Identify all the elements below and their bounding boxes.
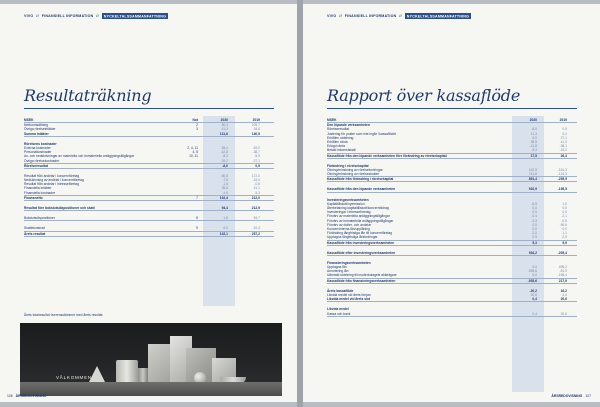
row-value-2019: -24,4 — [252, 178, 260, 183]
page-number: 107 — [585, 394, 591, 398]
row-note: 3 — [196, 127, 198, 132]
row-value-2020: 94,4 — [221, 206, 228, 210]
row-value-2020: 102,1 — [219, 231, 228, 236]
row-value-2019: 212,0 — [251, 195, 260, 200]
row-label: Den löpande verksamheten — [327, 123, 370, 128]
column-header-2020: 2020 — [220, 118, 228, 122]
row-value-2020: -1,6 — [222, 182, 228, 187]
row-value-2019: 20,6 — [560, 297, 567, 302]
row-value-2019: -81,9 — [559, 269, 567, 274]
row-value-2019: -124,3 — [557, 172, 567, 177]
row-label: Resultat från andelar i intresseföretag — [24, 182, 79, 187]
row-value-2019: 0,0 — [562, 226, 567, 231]
row-value-2019: -38,1 — [559, 144, 567, 149]
column-header-2019: 2019 — [252, 118, 260, 122]
header-section: FINANSIELL INFORMATION — [41, 14, 94, 18]
right-page — [303, 4, 600, 402]
row-label: Finansiella intäkter — [24, 186, 52, 191]
left-page — [0, 4, 297, 402]
row-value-2020: -3,3 — [531, 218, 537, 223]
row-note: 4, 5 — [192, 150, 198, 155]
row-label: Kassa och bank — [327, 311, 351, 316]
row-value-2020: 142,9 — [528, 167, 537, 172]
row-value-2020: 910,9 — [528, 187, 537, 192]
row-value-2020: -4,5 — [222, 190, 228, 195]
row-label: Ökning/minskning av rörelsefordringar — [327, 167, 383, 172]
row-value-2020: 0,0 — [532, 135, 537, 140]
row-value-2020: 35,5 — [530, 139, 537, 144]
row-label: Kassaflöde från den löpande verksamheten — [327, 187, 396, 192]
row-label: Kassaflöde efter investeringsverksamheten — [327, 250, 396, 255]
row-value-2020: 891,4 — [528, 177, 537, 182]
row-value-2020: -29,2 — [220, 158, 228, 163]
row-label: Nedskrivning av andelar i koncernföretag — [24, 178, 84, 183]
row-value-2019: 16,2 — [560, 288, 567, 293]
row-value-2020: 131,6 — [219, 131, 228, 136]
row-value-2019: -259,9 — [557, 177, 567, 182]
row-label: Kassaflöde från den löpande verksamheten före förändring av rörelsekapital — [327, 153, 447, 158]
row-value-2019: 0,0 — [562, 206, 567, 210]
row-value-2019: -90,6 — [559, 222, 567, 227]
row-label: Externa kostnader — [24, 145, 51, 150]
photo-brand-text: VÅLKOMMEN — [56, 375, 92, 380]
row-value-2019: 0,9 — [562, 127, 567, 132]
row-note: 2 — [196, 123, 198, 128]
row-label: Ökning/minskning av rörelseskulder — [327, 172, 380, 177]
row-value-2019: -27,1 — [252, 158, 260, 163]
row-label: Kassaflöde från investeringsverksamheten — [327, 240, 395, 245]
row-label: Förvärv av immateriella anläggningstillgångar — [327, 218, 394, 223]
row-label: Kassaflöde från förändring i rörelsekapital — [327, 177, 394, 182]
photo-shelf — [20, 382, 282, 396]
row-label: Årets kassaflöde — [327, 288, 354, 293]
footer-section: ÅRSREDOVISNING — [15, 394, 47, 398]
page-header — [24, 14, 297, 21]
header-brand: VIVO — [327, 14, 337, 18]
row-value-2020: -8,2 — [222, 154, 228, 159]
row-label: Nettoomsättning — [24, 123, 49, 128]
table-row — [327, 312, 577, 317]
title-rule — [24, 108, 274, 109]
row-label: Upptagna långfristiga lånfordringar — [327, 235, 378, 240]
row-label: Rörelsens kostnader — [24, 141, 57, 146]
row-label: Bokslutsdispositioner — [24, 216, 55, 221]
row-value-2020: 0,0 — [532, 265, 537, 270]
row-value-2020: 0,0 — [532, 206, 537, 210]
row-value-2019: 41,3 — [560, 139, 567, 144]
row-value-2019: -195,5 — [557, 187, 567, 192]
row-value-2020: 0,4 — [532, 297, 537, 302]
header-separator: // — [339, 14, 342, 18]
row-value-2020: -35,4 — [220, 145, 228, 150]
row-value-2020: -42,8 — [220, 150, 228, 155]
row-value-2019: 257,2 — [251, 231, 260, 236]
row-label: Förändring i rörelsekapital — [327, 163, 369, 168]
row-value-2019: -0,5 — [561, 218, 567, 223]
row-value-2019: -2,1 — [561, 214, 567, 219]
row-value-2019: -49,0 — [252, 145, 260, 150]
row-value-2019: 212,9 — [251, 206, 260, 210]
row-value-2020: -2,0 — [531, 231, 537, 236]
row-value-2020: -8,0 — [531, 127, 537, 132]
row-label: Upptagna lån — [327, 265, 347, 270]
row-label: Likvida medel — [327, 307, 349, 312]
header-highlight: NYCKELTALSSAMMANFATTNING — [406, 14, 470, 18]
row-value-2019: 26,4 — [560, 153, 567, 158]
title-rule — [327, 108, 577, 109]
row-label: Resultat från andelar i koncernföretag — [24, 173, 80, 178]
row-label: Personalkostnader — [24, 150, 52, 155]
row-value-2020: -0,4 — [531, 214, 537, 219]
page-header — [327, 14, 600, 21]
header-brand: VIVO — [24, 14, 34, 18]
row-value-2019: 495,2 — [558, 265, 567, 270]
row-label: Amortering lån — [327, 269, 349, 274]
row-value-2020: -8,5 — [531, 201, 537, 206]
column-header-note: Not — [192, 118, 198, 122]
row-label: Kapitaltillskott/nyemission — [327, 201, 365, 206]
row-label: Finansiella kostnader — [24, 190, 56, 195]
row-note: 7 — [196, 195, 198, 200]
row-value-2020: 80,5 — [221, 173, 228, 178]
row-value-2020: 0,0 — [532, 226, 537, 231]
row-value-2019: -161,3 — [557, 167, 567, 172]
row-value-2019: -1,1 — [561, 231, 567, 236]
row-note: 10, 11 — [189, 154, 198, 159]
row-value-2019: -10,4 — [252, 226, 260, 231]
row-label: Utbetald utdelning till moderbolagets aktieägare — [327, 273, 397, 278]
row-value-2019: -2,9 — [561, 235, 567, 240]
row-label: Justering för poster som inte ingår i kassaflödet — [327, 131, 397, 136]
row-label: Likvida medel vid årets slut — [327, 297, 371, 302]
column-header-2019: 2019 — [559, 118, 567, 122]
row-label: Finansieringsverksamheten — [327, 260, 371, 265]
row-label: Erhållen ränta — [327, 139, 348, 144]
row-value-2020: 0,0 — [532, 222, 537, 227]
row-value-2019: -38,7 — [252, 150, 260, 155]
row-value-2020: 0,9 — [532, 235, 537, 240]
row-value-2019: -15,0 — [559, 148, 567, 153]
page-number: 106 — [7, 394, 13, 398]
header-section: FINANSIELL INFORMATION — [344, 14, 397, 18]
row-value-2020: 90,3 — [221, 123, 228, 128]
row-value-2020: 0,0 — [532, 210, 537, 215]
income-statement-table — [24, 118, 274, 237]
column-header-label: MSEK — [24, 118, 34, 122]
row-value-2019: 4,4 — [562, 293, 567, 297]
row-label: Resultat före bokslutsdispositioner och skatt — [24, 206, 95, 210]
page-footer — [4, 394, 47, 398]
row-value-2020: 17,5 — [530, 153, 537, 158]
header-highlight: NYCKELTALSSAMMANFATTNING — [103, 14, 167, 18]
photo-cylinder-shape — [116, 360, 138, 384]
footer-section: ÅRSREDOVISNING — [551, 394, 583, 398]
row-value-2019: 0,0 — [562, 210, 567, 215]
row-value-2020: 0,4 — [532, 311, 537, 316]
row-value-2019: 54,7 — [253, 216, 260, 221]
row-value-2019: 27,1 — [560, 135, 567, 140]
row-value-2019: -205,4 — [557, 250, 567, 255]
row-label: Erlagd ränta — [327, 144, 345, 149]
row-value-2020: -20,2 — [529, 288, 537, 293]
row-value-2020: -7,8 — [222, 178, 228, 183]
row-value-2019: -5,9 — [254, 154, 260, 159]
row-label: Övriga rörelsekostnader — [24, 158, 60, 163]
page-title: Resultaträkning — [24, 86, 152, 105]
row-value-2020: -935,6 — [527, 278, 537, 283]
row-value-2020: 0,0 — [532, 273, 537, 278]
row-label: Skattekostnad — [24, 226, 45, 231]
row-value-2020: 35,8 — [221, 186, 228, 191]
row-value-2019: 105,7 — [251, 123, 260, 128]
row-label: Övriga rörelseintäkter — [24, 127, 56, 132]
row-value-2019: -196,4 — [557, 273, 567, 278]
row-value-2019: -0,6 — [254, 182, 260, 187]
row-value-2019: 140,5 — [251, 131, 260, 136]
row-value-2019: 1,0 — [562, 201, 567, 206]
row-value-2019: 41,1 — [253, 186, 260, 191]
page-footer — [551, 394, 594, 398]
row-value-2020: 5,3 — [532, 240, 537, 245]
row-value-2019: 9,9 — [562, 240, 567, 245]
row-value-2020: -11,8 — [529, 144, 537, 149]
row-value-2019: 20,6 — [560, 311, 567, 316]
row-value-2020: -935,6 — [527, 269, 537, 274]
row-label: Koncerninterna lån/upplåning — [327, 226, 370, 231]
row-label: Återbetalning kapitaltillskott/koncernbidrag — [327, 206, 389, 210]
footnote: Årets totalresultat överensstämmer med årets resultat. — [24, 313, 104, 317]
row-value-2019: 172,0 — [251, 173, 260, 178]
column-header-label: MSEK — [327, 118, 337, 122]
row-label: Kassaflöde från finansieringsverksamheten — [327, 278, 396, 283]
row-value-2020: 6,0 — [223, 226, 228, 231]
column-header-2020: 2020 — [529, 118, 537, 122]
table-row — [24, 232, 274, 237]
row-value-2019: 0,9 — [255, 163, 260, 168]
row-label: Erhållen utdelning — [327, 135, 354, 140]
row-label: Rörelseresultat — [24, 163, 49, 168]
row-value-2020: -8,0 — [222, 163, 228, 168]
row-label: Av- och nedskrivningar av materiella och immateriella anläggningstillgångar — [24, 154, 135, 159]
row-label: Förvärv av materiella anläggningstillgångar — [327, 214, 390, 219]
row-note: 9 — [196, 226, 198, 231]
row-value-2020: 102,4 — [219, 195, 228, 200]
row-label: Förvärv av dotter- och andelar — [327, 222, 372, 227]
row-value-2019: 217,9 — [558, 278, 567, 283]
row-note: 2, 4, 11 — [187, 145, 198, 150]
row-value-2020: 741,6 — [528, 172, 537, 177]
row-value-2020: 41,3 — [221, 127, 228, 132]
row-label: Investeringar i intresseföretag — [327, 210, 371, 215]
row-label: Rörelseresultat — [327, 127, 350, 132]
row-value-2020: 11,3 — [530, 131, 537, 136]
header-separator: // — [96, 14, 99, 18]
header-separator: // — [36, 14, 39, 18]
row-value-2020: 1,8 — [223, 216, 228, 221]
header-separator: // — [399, 14, 402, 18]
page-title: Rapport över kassaflöde — [327, 86, 521, 105]
row-label: Investeringsverksamheten — [327, 197, 369, 202]
row-value-2019: 34,8 — [253, 127, 260, 132]
row-label: Summa intäkter — [24, 131, 49, 136]
row-label: Förändring långfristiga lån till koncernföretag — [327, 231, 393, 236]
row-value-2019: -5,3 — [254, 190, 260, 195]
row-value-2020: 916,2 — [528, 250, 537, 255]
row-label: Betald inkomstskatt — [327, 148, 356, 153]
row-value-2019: 5,3 — [562, 131, 567, 136]
row-label: Årets resultat — [24, 231, 46, 236]
row-note: 8 — [196, 216, 198, 221]
row-value-2020: 20,6 — [530, 293, 537, 297]
row-value-2020: -9,4 — [531, 148, 537, 153]
row-label: Likvida medel vid årets början — [327, 293, 371, 297]
product-photo — [20, 323, 282, 396]
cash-flow-table — [327, 118, 577, 317]
row-label: Finansnetto — [24, 195, 43, 200]
